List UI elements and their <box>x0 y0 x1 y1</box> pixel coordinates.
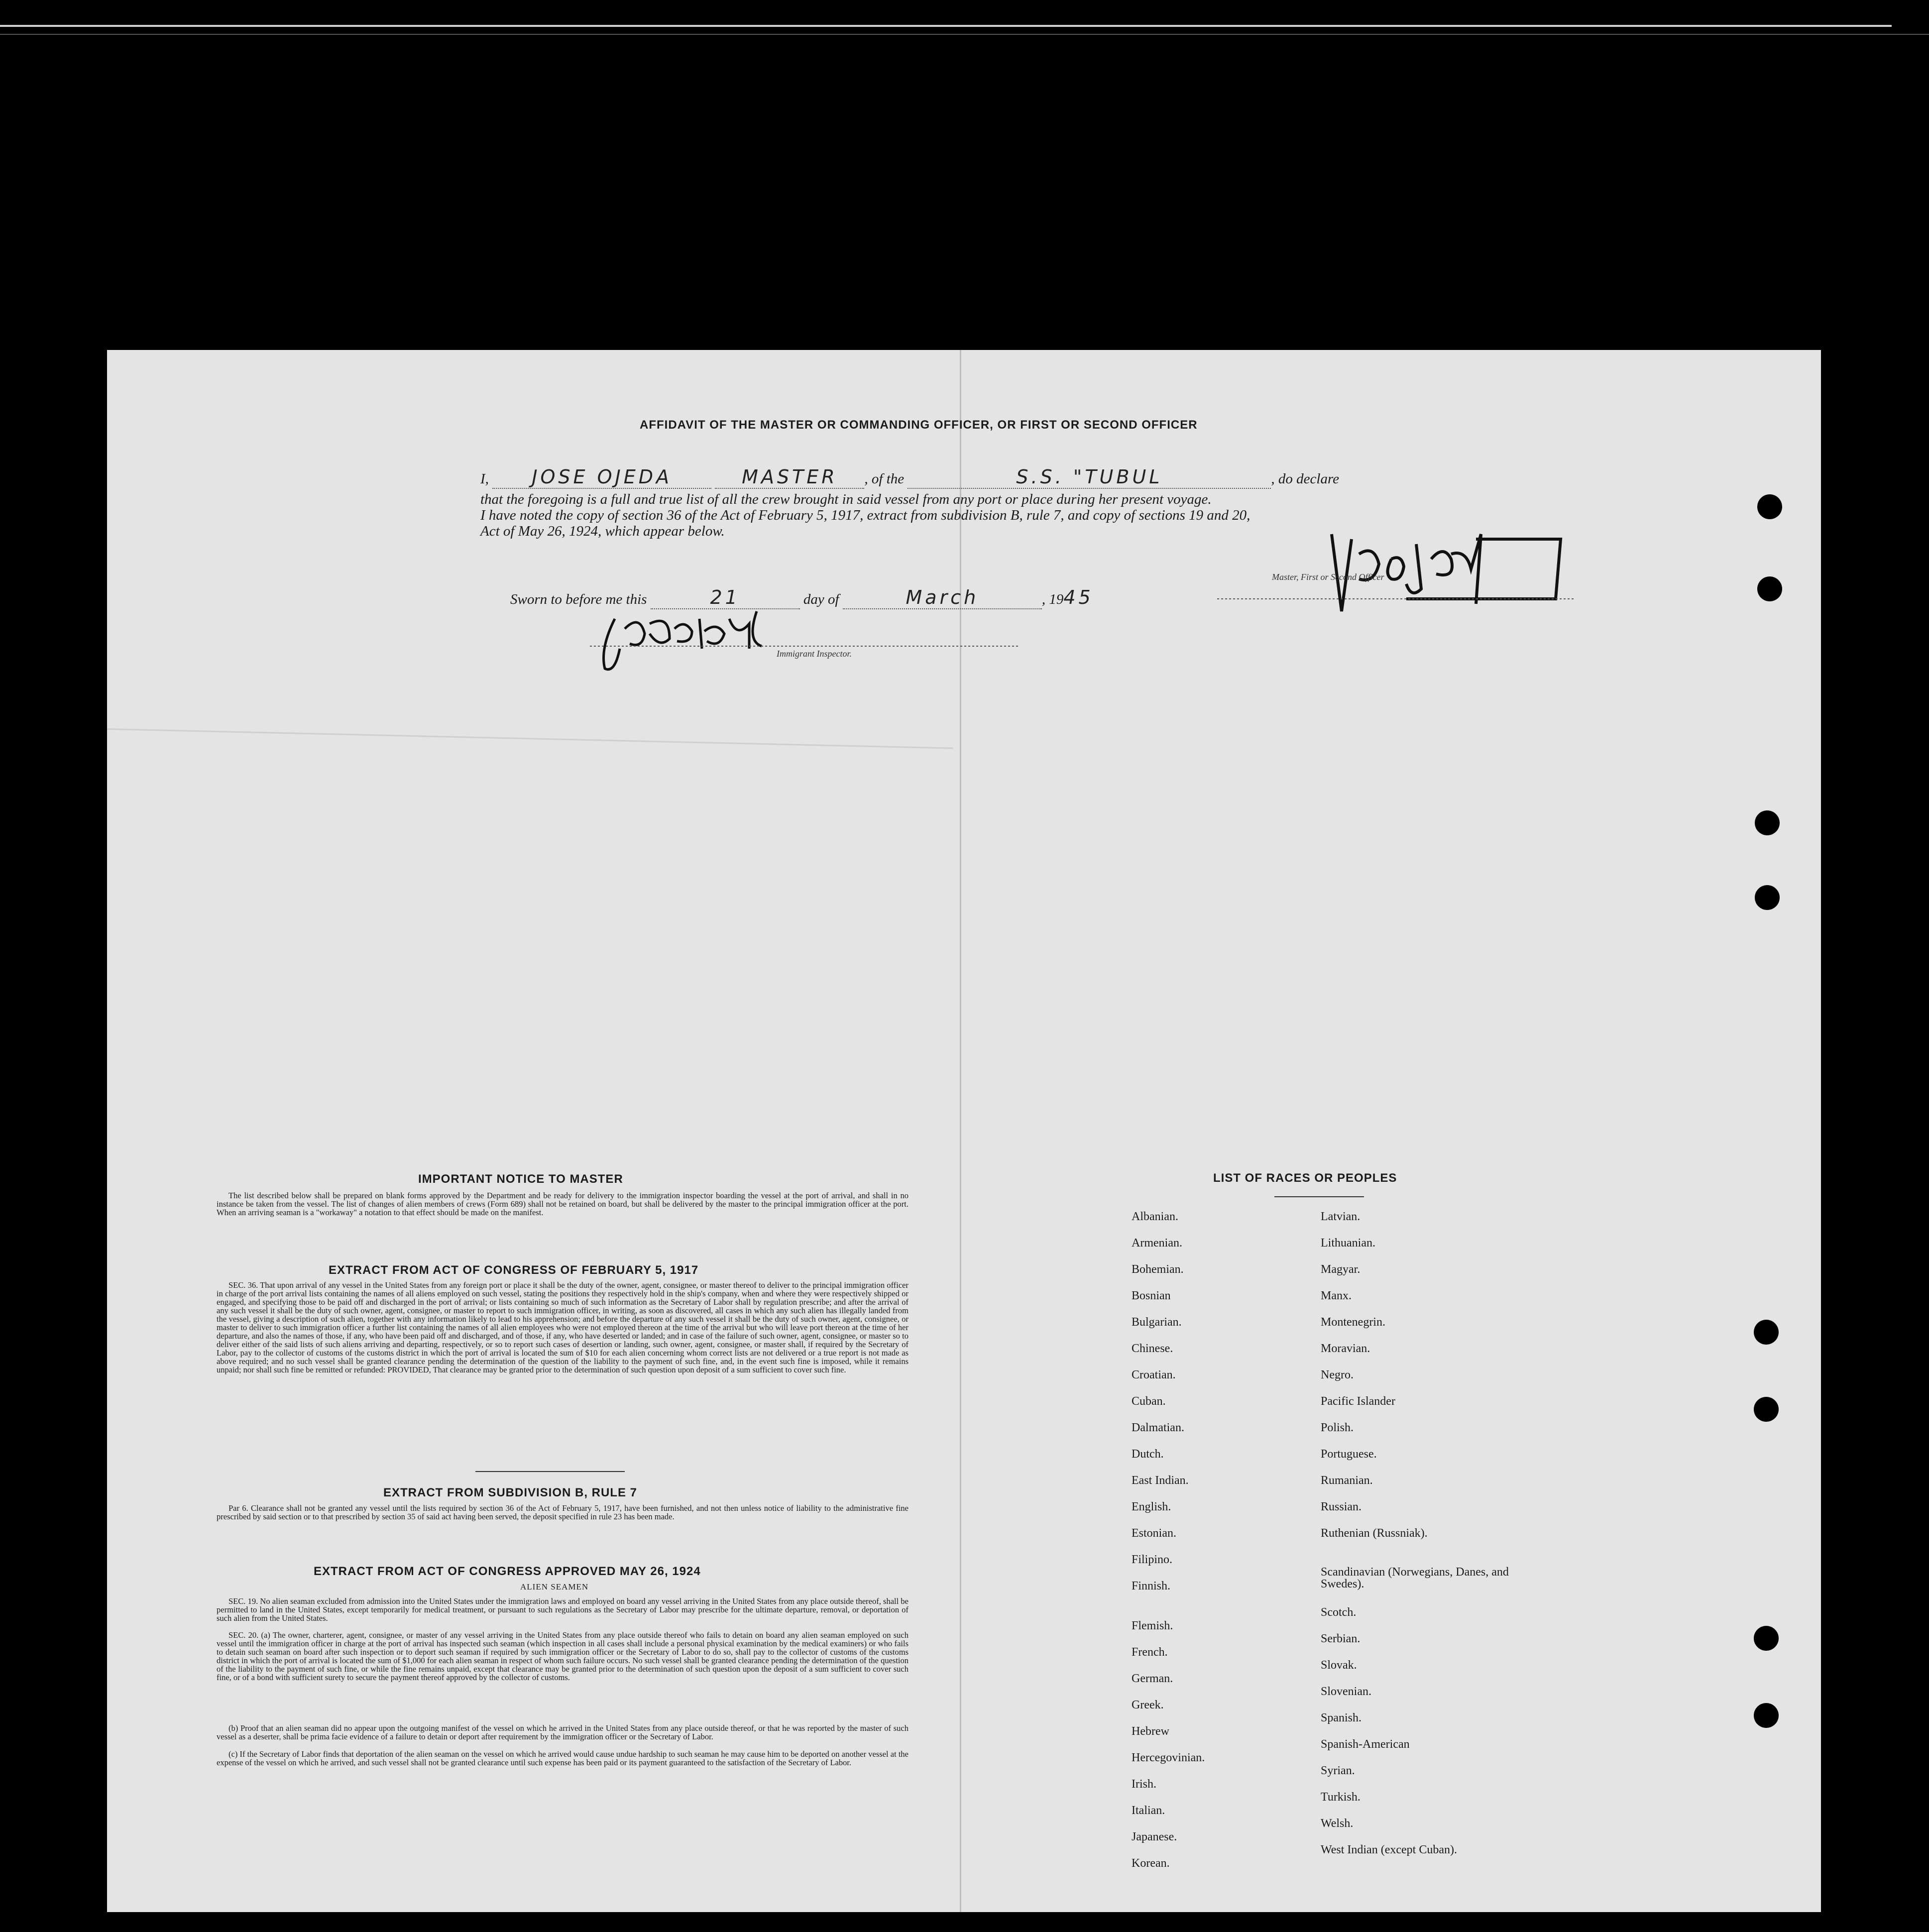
extract-1924-title: EXTRACT FROM ACT OF CONGRESS APPROVED MAY 26, 1924 <box>314 1565 701 1578</box>
race-item: Italian. <box>1132 1804 1165 1817</box>
race-item: Moravian. <box>1321 1342 1370 1355</box>
races-divider <box>1274 1196 1364 1197</box>
race-item: Negro. <box>1321 1368 1354 1381</box>
race-item: Syrian. <box>1321 1764 1355 1777</box>
year-prefix: , 19 <box>1041 591 1064 607</box>
race-item: Rumanian. <box>1321 1474 1373 1487</box>
race-item: English. <box>1132 1500 1171 1513</box>
master-rank: MASTER <box>715 466 864 489</box>
extract-1917-title: EXTRACT FROM ACT OF CONGRESS OF FEBRUARY 5, 1917 <box>329 1263 699 1277</box>
sworn-year: 45 <box>1063 586 1094 608</box>
race-item: Spanish. <box>1321 1711 1362 1724</box>
race-item: Dutch. <box>1132 1448 1164 1461</box>
race-item: Lithuanian. <box>1321 1237 1375 1250</box>
race-item: Montenegrin. <box>1321 1316 1385 1329</box>
affidavit-intro: I, <box>480 471 489 487</box>
race-item: West Indian (except Cuban). <box>1321 1843 1457 1856</box>
race-item: Bosnian <box>1132 1289 1171 1302</box>
race-item: Dalmatian. <box>1132 1421 1184 1434</box>
affidavit-title: AFFIDAVIT OF THE MASTER OR COMMANDING OFFICER, OR FIRST OR SECOND OFFICER <box>640 418 1198 432</box>
extract-rule7-text: Par 6. Clearance shall not be granted any vessel until the lists required by section 36 of the Act of February 5, 1917, have been furnished, and not then unless notice of liability to the administrative fine prescribed by said section or to that prescribed by section 35 of said act having been served, the deposit specified in rule 23 has been made. <box>217 1503 908 1521</box>
race-item: Korean. <box>1132 1857 1170 1870</box>
punch-hole <box>1754 1397 1779 1422</box>
races-right-column <box>1321 1210 1530 1870</box>
punch-hole <box>1755 885 1780 910</box>
extract-1924-sec20b: (b) Proof that an alien seaman did no appear upon the outgoing manifest of the vessel on which he arrived in the United States from any place outside thereof, or that he was reported by the master of such vessel as a deserter, shall be prima facie evidence of a failure to detain or deport after requirement by the immigration officer or the Secretary of Labor. <box>217 1723 908 1741</box>
extract-rule7-title: EXTRACT FROM SUBDIVISION B, RULE 7 <box>383 1486 638 1499</box>
race-item: Bulgarian. <box>1132 1316 1182 1329</box>
do-declare-text: , do declare <box>1271 471 1340 487</box>
race-item: Spanish-American <box>1321 1738 1410 1751</box>
of-the-text: , of the <box>864 471 905 487</box>
race-item: Albanian. <box>1132 1210 1178 1223</box>
race-item: East Indian. <box>1132 1474 1189 1487</box>
punch-hole <box>1757 576 1782 601</box>
master-signature <box>1217 524 1576 619</box>
affidavit-line-3: I have noted the copy of section 36 of the Act of February 5, 1917, extract from subdivision B, rule 7, and copy of sections 19 and 20, <box>480 507 1250 523</box>
day-of-text: day of <box>803 591 839 607</box>
race-item: Estonian. <box>1132 1527 1176 1540</box>
affidavit-line-2: that the foregoing is a full and true list of all the crew brought in said vessel from any port or place during her present voyage. <box>480 491 1212 507</box>
punch-hole <box>1754 1320 1779 1345</box>
races-title: LIST OF RACES OR PEOPLES <box>1213 1171 1397 1185</box>
race-item: Manx. <box>1321 1289 1352 1302</box>
page-fold <box>960 350 961 1912</box>
race-item: Scandinavian (Norwegians, Danes, and Swedes). <box>1321 1566 1509 1591</box>
race-item: Polish. <box>1321 1421 1354 1434</box>
race-item: Serbian. <box>1321 1632 1361 1645</box>
race-item: Finnish. <box>1132 1580 1171 1592</box>
race-item: Hercegovinian. <box>1132 1751 1205 1764</box>
race-item: Croatian. <box>1132 1368 1176 1381</box>
sworn-day: 21 <box>651 586 800 609</box>
extract-1924-sec19: SEC. 19. No alien seaman excluded from admission into the United States under the immigration laws and employed on board any vessel arriving in the United States from any place outside thereof, shall be permitted to land in the United States, except temporarily for medical treatment, or pursuant to such regulations as the Secretary of Labor may prescribe for the ultimate departure, removal, or deportation of such alien from the United States. <box>217 1596 908 1623</box>
race-item: Turkish. <box>1321 1791 1361 1804</box>
punch-hole <box>1755 810 1780 835</box>
scan-top-line <box>0 25 1892 27</box>
notice-text: The list described below shall be prepared on blank forms approved by the Department and be ready for delivery to the immigration inspector boarding the vessel at the port of arrival, and shall in no instance be taken from the vessel. The list of changes of alien members of crews (Form 689) shall not be retained on board, but shall be delivered by the master to the principal immigration officer at the port. When an arriving seaman is a "workaway" a notation to that effect should be made on the manifest. <box>217 1191 908 1217</box>
race-item: Cuban. <box>1132 1395 1166 1408</box>
race-item: Armenian. <box>1132 1237 1182 1250</box>
race-item: Flemish. <box>1132 1619 1173 1632</box>
master-name: JOSE OJEDA <box>492 466 711 489</box>
sworn-month: March <box>843 586 1042 609</box>
race-item: Ruthenian (Russniak). <box>1321 1527 1428 1540</box>
sworn-text: Sworn to before me this <box>510 591 647 607</box>
race-item: Magyar. <box>1321 1263 1361 1276</box>
punch-hole <box>1754 1626 1779 1651</box>
inspector-caption: Immigrant Inspector. <box>777 649 852 659</box>
master-caption: Master, First or Second Officer <box>1272 572 1384 582</box>
race-item: Bohemian. <box>1132 1263 1184 1276</box>
extract-1924-sec20a: SEC. 20. (a) The owner, charterer, agent, consignee, or master of any vessel arriving in the United States from any place outside thereof who fails to detain on board any alien seaman employed on such vessel until the immigration officer in charge at the port of arrival has inspected such seaman (which inspection in all cases shall include a personal physical examination by the medical examiners) or who fails to detain such seaman on board after such inspection or to deport such seaman if required by such immigration officer or the Secretary of Labor to do so, shall pay to the collector of customs of the customs district in which the port of arrival is located the sum of $1,000 for each alien seaman in respect of whom such failure occurs. No such vessel shall be granted clearance pending the determination of the question of the liability to the payment of such fine, or while the fine remains unpaid, except that clearance may be granted prior to the determination of such question upon the deposit of a sum sufficient to cover such fine, or of a bond with sufficient surety to secure the payment thereof approved by the collector of customs. <box>217 1630 908 1682</box>
race-item: Chinese. <box>1132 1342 1173 1355</box>
extract-1924-sec20c: (c) If the Secretary of Labor finds that deportation of the alien seaman on the vessel on which he arrived would cause undue hardship to such seaman he may cause him to be deported on another vessel at the expense of the vessel on which he arrived, and such vessel shall not be granted clearance until such expense has been paid or its payment guaranteed to the satisfaction of the Secretary of Labor. <box>217 1749 908 1767</box>
paper-crease <box>107 728 953 749</box>
race-item: Filipino. <box>1132 1553 1173 1566</box>
race-item: Pacific Islander <box>1321 1395 1395 1408</box>
race-item: Slovak. <box>1321 1659 1357 1672</box>
race-item: Scotch. <box>1321 1606 1357 1619</box>
affidavit-line-1 <box>480 466 1339 489</box>
notice-title: IMPORTANT NOTICE TO MASTER <box>418 1172 623 1186</box>
race-item: Welsh. <box>1321 1817 1354 1830</box>
race-item: Irish. <box>1132 1778 1156 1791</box>
section-divider <box>475 1471 625 1472</box>
scan-top-line-thin <box>0 34 1929 35</box>
race-item: French. <box>1132 1646 1168 1659</box>
document-page <box>107 350 1821 1912</box>
race-item: Russian. <box>1321 1500 1362 1513</box>
races-left-column <box>1132 1210 1205 1883</box>
race-item: Hebrew <box>1132 1725 1169 1738</box>
race-item: Slovenian. <box>1321 1685 1371 1698</box>
punch-hole <box>1754 1703 1779 1728</box>
race-item: Latvian. <box>1321 1210 1361 1223</box>
extract-1917-text: SEC. 36. That upon arrival of any vessel in the United States from any foreign port or place it shall be the duty of the owner, agent, consignee, or master thereof to deliver to the principal immigration officer in charge of the port arrival lists containing the names of all aliens employed on such vessel, stating the positions they respectively hold in the ship's company, when and where they were respectively shipped or engaged, and specifying those to be paid off and discharged in the port of arrival; or lists containing so much of such information as the Secretary of Labor shall by regulation prescribe; and after the arrival of any such vessel it shall be the duty of such owner, agent, consignee, or master to report to such immigration officer, in writing, as soon as discovered, all cases in which any such alien has illegally landed from the vessel, giving a description of such alien, together with any information likely to lead to his apprehension; and before the departure of any such vessel it shall be the duty of such owner, agent, consignee, or master to deliver to such immigration officer a further list containing the names of all alien employees who were not employed thereon at the time of the arrival but who will leave port thereon at the time of her departure, and also the names of those, if any, who have been paid off and discharged, and of those, if any, who have deserted or landed; and in case of the failure of such owner, agent, consignee, or master so to deliver either of the said lists of such aliens arriving and departing, respectively, or so to report such cases of desertion or landing, such owner, agent, consignee, or master shall, if required by the Secretary of Labor, pay to the collector of customs of the customs district in which the port of arrival is located the sum of $10 for each alien concerning whom correct lists are not delivered or a true report is not made as above required; and no such vessel shall be granted clearance pending the determination of the question of the liability to the payment of such fine, and, in the event such fine is imposed, while it remains unpaid; nor shall such fine be remitted or refunded: PROVIDED, That clearance may be granted prior to the determination of such question upon deposit of a sum sufficient to cover such fine. <box>217 1280 908 1374</box>
punch-hole <box>1757 494 1782 519</box>
race-item: Greek. <box>1132 1699 1164 1711</box>
race-item: Japanese. <box>1132 1830 1177 1843</box>
extract-1924-subtitle: ALIEN SEAMEN <box>520 1582 589 1591</box>
race-item: German. <box>1132 1672 1173 1685</box>
affidavit-line-4: Act of May 26, 1924, which appear below. <box>480 523 725 539</box>
race-item: Portuguese. <box>1321 1448 1377 1461</box>
vessel-name: S.S. "TUBUL <box>908 466 1271 489</box>
sworn-line <box>510 586 1094 609</box>
inspector-signature <box>580 609 1028 674</box>
